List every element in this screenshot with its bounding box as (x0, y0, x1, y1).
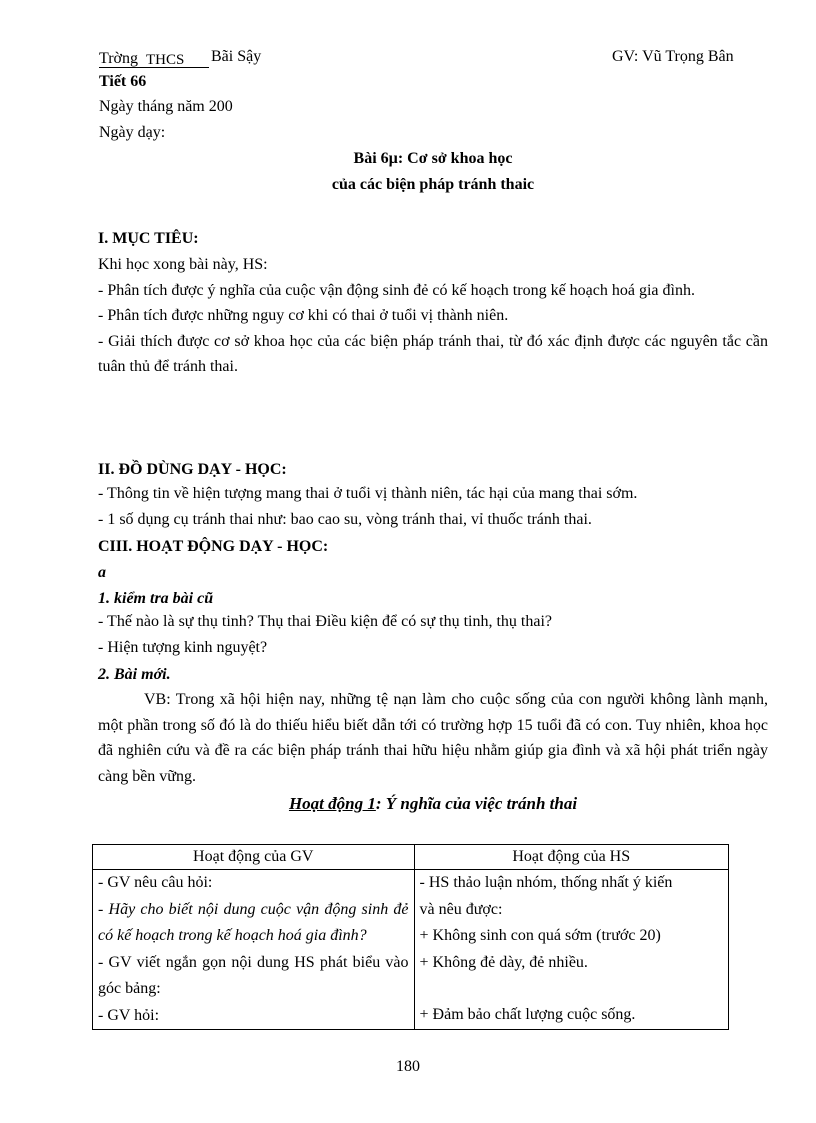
gv-note: - GV viết ngắn gọn nội dung HS phát biểu vào góc bảng: (98, 953, 409, 997)
section1-heading: I. MỤC TIÊU: (98, 230, 199, 247)
lesson-date-teach: Ngày dạy: (99, 124, 166, 141)
section1-item: - Phân tích được ý nghĩa của cuộc vận động sinh đẻ có kế hoạch trong kế hoạch hoá gia đình. (98, 281, 695, 299)
hs-line: + Đảm bảo chất lượng cuộc sống. (419, 1006, 636, 1023)
header-school-prefix: Trờng (99, 50, 138, 67)
section1-intro: Khi học xong bài này, HS: (98, 256, 268, 273)
activity-table (92, 844, 729, 1030)
page-number: 180 (396, 1058, 420, 1075)
table-row (93, 870, 729, 1030)
sub1-item: - Hiện tượng kinh nguyệt? (98, 638, 268, 656)
section3-sub1: 1. kiểm tra bài cũ (98, 590, 214, 607)
section2-item: - Thông tin về hiện tượng mang thai ở tuổi vị thành niên, tác hại của mang thai sớm. (98, 485, 638, 502)
lesson-date-prep: Ngày tháng năm 200 (99, 98, 233, 115)
col-header-gv: Hoạt động của GV (93, 845, 415, 870)
section2-item: - 1 số dụng cụ tránh thai như: bao cao su, vòng tránh thai, vỉ thuốc tránh thai. (98, 510, 592, 528)
table-header-row (93, 845, 729, 870)
col-header-hs: Hoạt động của HS (414, 845, 728, 870)
gv-ask: - GV nêu câu hỏi: (98, 874, 213, 891)
lesson-title-line1: Bài 6µ: Cơ sở khoa học (353, 150, 513, 167)
sub1-item: - Thế nào là sự thụ tinh? Thụ thai Điều kiện để có sự thụ tinh, thụ thai? (98, 613, 552, 630)
header-school-name: Bãi Sậy (211, 48, 262, 65)
gv-ask2: - GV hỏi: (98, 1006, 160, 1024)
header-teacher: GV: Vũ Trọng Bân (612, 48, 734, 65)
section3-sub2: 2. Bài mới. (98, 666, 171, 683)
intro-paragraph: VB: Trong xã hội hiện nay, những tệ nạn làm cho cuộc sống của con người không lành mạnh, một phần trong số đó là do thiếu hiểu biết dẫn tới có trường hợp 15 tuổi đã có con. Tuy nhiên, khoa học đã nghiên cứu và đề ra các biện pháp tránh thai hữu hiệu nhằm giúp gia đình và xã hội phát triển ngày càng bền vững. (98, 691, 768, 785)
hs-line: và nêu được: (419, 900, 503, 918)
section2-heading: II. ĐỒ DÙNG DẠY - HỌC: (98, 461, 287, 478)
section3-sub1-body (98, 609, 768, 660)
section2-body (98, 481, 768, 532)
gv-cell (93, 870, 415, 1030)
hs-line: - HS thảo luận nhóm, thống nhất ý kiến (419, 874, 673, 891)
hs-line: + Không đẻ dày, đẻ nhiều. (419, 953, 588, 971)
lesson-period: Tiết 66 (99, 73, 147, 90)
section3-letter: a (98, 564, 106, 581)
hs-cell (414, 870, 728, 1030)
header-rule (99, 67, 209, 68)
lesson-title-line2: của các biện pháp tránh thaic (331, 176, 535, 193)
activity-title-number: Hoạt động 1 (288, 794, 376, 813)
activity-title (98, 794, 768, 814)
section1-body (98, 252, 768, 380)
activity-title-text: : Ý nghĩa của việc tránh thai (375, 794, 578, 813)
hs-line: + Không sinh con quá sớm (trước 20) (419, 927, 661, 944)
header-school-type: THCS (146, 52, 185, 68)
gv-question: - Hãy cho biết nội dung cuộc vận động sinh đẻ có kế hoạch trong kế hoạch hoá gia đình? (98, 900, 409, 944)
section3-heading: CIII. HOẠT ĐỘNG DẠY - HỌC: (98, 538, 329, 555)
section1-item: - Phân tích được những nguy cơ khi có thai ở tuổi vị thành niên. (98, 307, 509, 324)
section1-item: - Giải thích được cơ sở khoa học của các biện pháp tránh thai, từ đó xác định được các nguyên tắc cần tuân thủ để tránh thai. (98, 332, 768, 375)
